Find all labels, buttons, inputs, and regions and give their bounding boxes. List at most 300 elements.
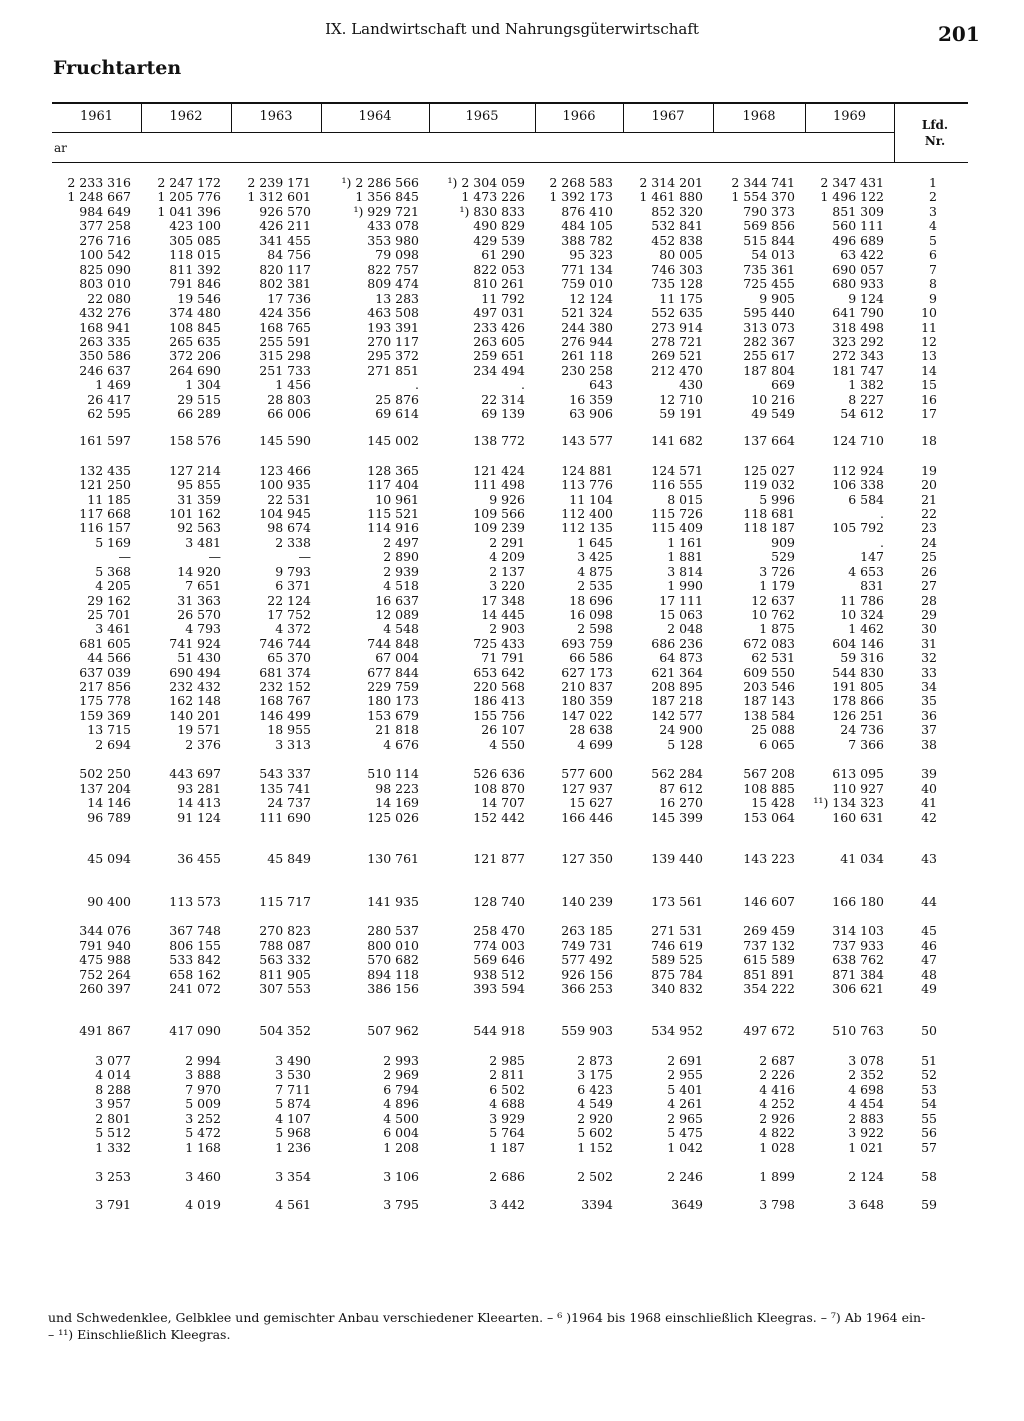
table-cell: 95 855 bbox=[177, 477, 221, 492]
table-cell: 510 763 bbox=[832, 1023, 884, 1038]
table-cell: 153 679 bbox=[367, 708, 419, 723]
table-cell: 108 845 bbox=[169, 320, 221, 335]
table-cell: 426 211 bbox=[259, 218, 311, 233]
table-cell: 105 792 bbox=[832, 520, 884, 535]
table-cell: 552 635 bbox=[651, 305, 703, 320]
table-cell: 771 134 bbox=[561, 262, 613, 277]
table-cell: 313 073 bbox=[743, 320, 795, 335]
table-cell: 424 356 bbox=[259, 305, 311, 320]
table-cell: 851 891 bbox=[743, 967, 795, 982]
table-cell: 109 239 bbox=[473, 520, 525, 535]
table-cell: 802 381 bbox=[259, 276, 311, 291]
table-cell: 272 343 bbox=[832, 348, 884, 363]
table-cell: 2 939 bbox=[383, 564, 419, 579]
table-cell: 155 756 bbox=[473, 708, 525, 723]
row-number: 43 bbox=[921, 851, 937, 866]
row-number: 20 bbox=[921, 477, 937, 492]
table-cell: 1 462 bbox=[848, 621, 884, 636]
table-cell: 111 498 bbox=[473, 477, 525, 492]
table-cell: 159 369 bbox=[79, 708, 131, 723]
table-cell: 59 191 bbox=[659, 406, 703, 421]
table-cell: 63 906 bbox=[569, 406, 613, 421]
row-number: 59 bbox=[921, 1197, 937, 1212]
table-cell: 9 124 bbox=[848, 291, 884, 306]
table-cell: 521 324 bbox=[561, 305, 613, 320]
table-cell: 24 737 bbox=[267, 795, 311, 810]
table-cell: 140 201 bbox=[169, 708, 221, 723]
table-cell: 26 107 bbox=[481, 722, 525, 737]
row-number: 31 bbox=[921, 636, 937, 651]
table-cell: 2 691 bbox=[667, 1053, 703, 1068]
table-cell: 117 668 bbox=[79, 506, 131, 521]
table-cell: 314 103 bbox=[832, 923, 884, 938]
table-cell: 1 236 bbox=[275, 1140, 311, 1155]
table-cell: 125 027 bbox=[743, 463, 795, 478]
table-cell: 563 332 bbox=[259, 952, 311, 967]
table-cell: 3 313 bbox=[275, 737, 311, 752]
table-cell: 10 961 bbox=[375, 492, 419, 507]
table-cell: 128 365 bbox=[367, 463, 419, 478]
row-number: 25 bbox=[921, 549, 937, 564]
table-cell: 161 597 bbox=[79, 433, 131, 448]
table-cell: 118 681 bbox=[743, 506, 795, 521]
table-cell: 532 841 bbox=[651, 218, 703, 233]
table-cell: 22 124 bbox=[267, 593, 311, 608]
table-cell: 111 690 bbox=[259, 810, 311, 825]
table-cell: 22 080 bbox=[87, 291, 131, 306]
table-cell: 820 117 bbox=[259, 262, 311, 277]
row-number: 42 bbox=[921, 810, 937, 825]
table-cell: 11 786 bbox=[840, 593, 884, 608]
table-cell: 62 595 bbox=[87, 406, 131, 421]
table-cell: 344 076 bbox=[79, 923, 131, 938]
table-cell: 1 205 776 bbox=[157, 189, 221, 204]
table-cell: 98 223 bbox=[375, 781, 419, 796]
table-cell: 116 555 bbox=[651, 477, 703, 492]
table-cell: 306 621 bbox=[832, 981, 884, 996]
table-cell: 752 264 bbox=[79, 967, 131, 982]
lfd-label-line2: Nr. bbox=[924, 134, 946, 148]
table-cell: 233 426 bbox=[473, 320, 525, 335]
table-cell: 452 838 bbox=[651, 233, 703, 248]
row-number: 14 bbox=[921, 363, 937, 378]
table-cell: 98 674 bbox=[267, 520, 311, 535]
row-number: 52 bbox=[921, 1067, 937, 1082]
table-cell: 4 019 bbox=[185, 1197, 221, 1212]
table-cell: 22 314 bbox=[481, 392, 525, 407]
table-cell: 2 801 bbox=[95, 1111, 131, 1126]
table-cell: 1 473 226 bbox=[461, 189, 525, 204]
table-cell: 168 941 bbox=[79, 320, 131, 335]
table-cell: 251 733 bbox=[259, 363, 311, 378]
table-cell: 3 078 bbox=[848, 1053, 884, 1068]
row-number: 21 bbox=[921, 492, 937, 507]
table-cell: 115 521 bbox=[367, 506, 419, 521]
table-cell: 4 014 bbox=[95, 1067, 131, 1082]
row-number: 19 bbox=[921, 463, 937, 478]
table-cell: 4 209 bbox=[489, 549, 525, 564]
table-cell: 569 856 bbox=[743, 218, 795, 233]
row-number: 45 bbox=[921, 923, 937, 938]
header-bottom-rule bbox=[52, 162, 968, 163]
table-cell: 246 637 bbox=[79, 363, 131, 378]
table-cell: 484 105 bbox=[561, 218, 613, 233]
table-cell: 269 459 bbox=[743, 923, 795, 938]
table-cell: 263 605 bbox=[473, 334, 525, 349]
table-cell: 5 996 bbox=[759, 492, 795, 507]
table-cell: 3 791 bbox=[95, 1197, 131, 1212]
table-cell: ¹) 830 833 bbox=[459, 204, 525, 219]
table-cell: 110 927 bbox=[832, 781, 884, 796]
table-cell: 543 337 bbox=[259, 766, 311, 781]
table-cell: 637 039 bbox=[79, 665, 131, 680]
table-cell: 658 162 bbox=[169, 967, 221, 982]
table-cell: 137 664 bbox=[743, 433, 795, 448]
row-number: 2 bbox=[929, 189, 937, 204]
table-cell: 108 870 bbox=[473, 781, 525, 796]
row-number: 5 bbox=[929, 233, 937, 248]
table-cell: 2 497 bbox=[383, 535, 419, 550]
row-number: 28 bbox=[921, 593, 937, 608]
table-cell: 265 635 bbox=[169, 334, 221, 349]
table-cell: 49 549 bbox=[751, 406, 795, 421]
table-cell: 725 433 bbox=[473, 636, 525, 651]
table-cell: 187 218 bbox=[651, 693, 703, 708]
table-cell: 104 945 bbox=[259, 506, 311, 521]
table-cell: 100 935 bbox=[259, 477, 311, 492]
lfd-label-line1: Lfd. bbox=[921, 118, 949, 132]
table-cell: 220 568 bbox=[473, 679, 525, 694]
table-cell: 124 571 bbox=[651, 463, 703, 478]
table-cell: 353 980 bbox=[367, 233, 419, 248]
table-cell: 2 985 bbox=[489, 1053, 525, 1068]
table-cell: 31 359 bbox=[177, 492, 221, 507]
table-cell: 641 790 bbox=[832, 305, 884, 320]
table-cell: 1 461 880 bbox=[639, 189, 703, 204]
table-cell: 141 935 bbox=[367, 894, 419, 909]
table-cell: 5 009 bbox=[185, 1096, 221, 1111]
table-cell: 6 502 bbox=[489, 1082, 525, 1097]
table-cell: 2 873 bbox=[577, 1053, 613, 1068]
table-cell: 28 803 bbox=[267, 392, 311, 407]
table-cell: 17 752 bbox=[267, 607, 311, 622]
table-cell: 621 364 bbox=[651, 665, 703, 680]
table-cell: 6 371 bbox=[275, 578, 311, 593]
table-cell: 430 bbox=[679, 377, 703, 392]
table-cell: 3 726 bbox=[759, 564, 795, 579]
table-cell: 127 350 bbox=[561, 851, 613, 866]
table-cell: 350 586 bbox=[79, 348, 131, 363]
table-cell: 926 156 bbox=[561, 967, 613, 982]
table-cell: 108 885 bbox=[743, 781, 795, 796]
table-cell: 259 651 bbox=[473, 348, 525, 363]
table-cell: ¹¹) 134 323 bbox=[813, 795, 884, 810]
table-cell: 18 955 bbox=[267, 722, 311, 737]
table-cell: 65 370 bbox=[267, 650, 311, 665]
table-cell: 1 041 396 bbox=[157, 204, 221, 219]
table-cell: 264 690 bbox=[169, 363, 221, 378]
table-cell: 3 175 bbox=[577, 1067, 613, 1082]
table-cell: 14 146 bbox=[87, 795, 131, 810]
table-cell: 1 554 370 bbox=[731, 189, 795, 204]
table-cell: 871 384 bbox=[832, 967, 884, 982]
table-cell: 429 539 bbox=[473, 233, 525, 248]
table-cell: 5 128 bbox=[667, 737, 703, 752]
section-title: Fruchtarten bbox=[53, 57, 182, 79]
table-cell: 2 686 bbox=[489, 1169, 525, 1184]
table-cell: 4 454 bbox=[848, 1096, 884, 1111]
table-cell: 2 137 bbox=[489, 564, 525, 579]
table-cell: 276 716 bbox=[79, 233, 131, 248]
table-cell: 24 900 bbox=[659, 722, 703, 737]
table-cell: 59 316 bbox=[840, 650, 884, 665]
table-cell: 210 837 bbox=[561, 679, 613, 694]
table-cell: 25 088 bbox=[751, 722, 795, 737]
table-cell: 276 944 bbox=[561, 334, 613, 349]
column-divider bbox=[894, 104, 895, 162]
table-cell: 80 005 bbox=[659, 247, 703, 262]
table-cell: 4 698 bbox=[848, 1082, 884, 1097]
table-cell: 17 348 bbox=[481, 593, 525, 608]
table-cell: 497 672 bbox=[743, 1023, 795, 1038]
table-cell: 13 715 bbox=[87, 722, 131, 737]
table-cell: 3 798 bbox=[759, 1197, 795, 1212]
row-number: 55 bbox=[921, 1111, 937, 1126]
table-cell: 497 031 bbox=[473, 305, 525, 320]
table-cell: 263 185 bbox=[561, 923, 613, 938]
row-number: 24 bbox=[921, 535, 937, 550]
table-cell: 423 100 bbox=[169, 218, 221, 233]
row-number: 17 bbox=[921, 406, 937, 421]
table-cell: 269 521 bbox=[651, 348, 703, 363]
table-cell: 54 612 bbox=[840, 406, 884, 421]
table-cell: 1 021 bbox=[848, 1140, 884, 1155]
table-cell: 463 508 bbox=[367, 305, 419, 320]
table-cell: 3 481 bbox=[185, 535, 221, 550]
table-cell: 278 721 bbox=[651, 334, 703, 349]
table-cell: 66 586 bbox=[569, 650, 613, 665]
table-cell: 106 338 bbox=[832, 477, 884, 492]
table-cell: 5 512 bbox=[95, 1125, 131, 1140]
table-cell: 559 903 bbox=[561, 1023, 613, 1038]
table-cell: 669 bbox=[771, 377, 795, 392]
table-cell: 142 577 bbox=[651, 708, 703, 723]
table-cell: 741 924 bbox=[169, 636, 221, 651]
table-cell: 6 004 bbox=[383, 1125, 419, 1140]
table-cell: 127 937 bbox=[561, 781, 613, 796]
row-number: 39 bbox=[921, 766, 937, 781]
table-cell: 3 490 bbox=[275, 1053, 311, 1068]
table-cell: 6 423 bbox=[577, 1082, 613, 1097]
table-cell: 315 298 bbox=[259, 348, 311, 363]
table-cell: 12 089 bbox=[375, 607, 419, 622]
table-cell: 4 372 bbox=[275, 621, 311, 636]
table-cell: 26 417 bbox=[87, 392, 131, 407]
table-cell: 41 034 bbox=[840, 851, 884, 866]
table-cell: 693 759 bbox=[561, 636, 613, 651]
table-cell: 3 795 bbox=[383, 1197, 419, 1212]
table-cell: 852 320 bbox=[651, 204, 703, 219]
table-cell: 112 135 bbox=[561, 520, 613, 535]
table-cell: 443 697 bbox=[169, 766, 221, 781]
table-cell: 2 314 201 bbox=[639, 175, 703, 190]
table-cell: 138 584 bbox=[743, 708, 795, 723]
row-number: 22 bbox=[921, 506, 937, 521]
table-cell: 4 688 bbox=[489, 1096, 525, 1111]
table-cell: 2 883 bbox=[848, 1111, 884, 1126]
table-cell: 173 561 bbox=[651, 894, 703, 909]
table-cell: 3 077 bbox=[95, 1053, 131, 1068]
row-number: 12 bbox=[921, 334, 937, 349]
table-cell: 2 247 172 bbox=[157, 175, 221, 190]
table-cell: 273 914 bbox=[651, 320, 703, 335]
table-cell: 270 823 bbox=[259, 923, 311, 938]
table-cell: 690 057 bbox=[832, 262, 884, 277]
table-cell: 10 762 bbox=[751, 607, 795, 622]
table-cell: 1 469 bbox=[95, 377, 131, 392]
table-cell: 295 372 bbox=[367, 348, 419, 363]
table-cell: 825 090 bbox=[79, 262, 131, 277]
table-cell: 255 617 bbox=[743, 348, 795, 363]
table-cell: 2 965 bbox=[667, 1111, 703, 1126]
table-cell: 432 276 bbox=[79, 305, 131, 320]
table-cell: 340 832 bbox=[651, 981, 703, 996]
table-cell: — bbox=[208, 549, 221, 564]
row-number: 6 bbox=[929, 247, 937, 262]
table-cell: 417 090 bbox=[169, 1023, 221, 1038]
table-cell: 64 873 bbox=[659, 650, 703, 665]
table-cell: 526 636 bbox=[473, 766, 525, 781]
table-cell: 258 470 bbox=[473, 923, 525, 938]
table-cell: 1 179 bbox=[759, 578, 795, 593]
table-cell: 3 888 bbox=[185, 1067, 221, 1082]
row-number: 23 bbox=[921, 520, 937, 535]
table-cell: 71 791 bbox=[481, 650, 525, 665]
table-cell: 25 876 bbox=[375, 392, 419, 407]
table-cell: 113 776 bbox=[561, 477, 613, 492]
table-cell: 737 933 bbox=[832, 938, 884, 953]
table-cell: 119 032 bbox=[743, 477, 795, 492]
table-cell: 1 208 bbox=[383, 1140, 419, 1155]
table-cell: 6 794 bbox=[383, 1082, 419, 1097]
table-cell: 806 155 bbox=[169, 938, 221, 953]
table-cell: 69 139 bbox=[481, 406, 525, 421]
table-cell: 158 576 bbox=[169, 433, 221, 448]
table-cell: 5 968 bbox=[275, 1125, 311, 1140]
table-cell: 203 546 bbox=[743, 679, 795, 694]
table-cell: 2 246 bbox=[667, 1169, 703, 1184]
table-cell: 638 762 bbox=[832, 952, 884, 967]
table-cell: 562 284 bbox=[651, 766, 703, 781]
table-cell: 3 253 bbox=[95, 1169, 131, 1184]
table-cell: 2 598 bbox=[577, 621, 613, 636]
table-cell: 90 400 bbox=[87, 894, 131, 909]
table-cell: 141 682 bbox=[651, 433, 703, 448]
table-cell: 5 602 bbox=[577, 1125, 613, 1140]
table-cell: 271 531 bbox=[651, 923, 703, 938]
table-cell: 577 492 bbox=[561, 952, 613, 967]
table-cell: 2 376 bbox=[185, 737, 221, 752]
table-cell: 393 594 bbox=[473, 981, 525, 996]
table-cell: 604 146 bbox=[832, 636, 884, 651]
table-cell: 125 026 bbox=[367, 810, 419, 825]
table-cell: 507 962 bbox=[367, 1023, 419, 1038]
table-cell: 800 010 bbox=[367, 938, 419, 953]
table-cell: 12 710 bbox=[659, 392, 703, 407]
table-cell: 577 600 bbox=[561, 766, 613, 781]
table-cell: 3 530 bbox=[275, 1067, 311, 1082]
table-cell: 735 361 bbox=[743, 262, 795, 277]
table-cell: 234 494 bbox=[473, 363, 525, 378]
table-cell: 305 085 bbox=[169, 233, 221, 248]
table-cell: 1 161 bbox=[667, 535, 703, 550]
table-cell: 4 875 bbox=[577, 564, 613, 579]
table-cell: 166 180 bbox=[832, 894, 884, 909]
table-cell: 2 535 bbox=[577, 578, 613, 593]
table-cell: 569 646 bbox=[473, 952, 525, 967]
table-cell: 229 759 bbox=[367, 679, 419, 694]
table-cell: 270 117 bbox=[367, 334, 419, 349]
table-cell: 130 761 bbox=[367, 851, 419, 866]
table-cell: 5 874 bbox=[275, 1096, 311, 1111]
table-cell: 544 918 bbox=[473, 1023, 525, 1038]
table-cell: 2 993 bbox=[383, 1053, 419, 1068]
table-cell: 9 926 bbox=[489, 492, 525, 507]
table-cell: 1 382 bbox=[848, 377, 884, 392]
table-cell: 186 413 bbox=[473, 693, 525, 708]
table-cell: 14 920 bbox=[177, 564, 221, 579]
table-cell: 178 866 bbox=[832, 693, 884, 708]
table-cell: 22 531 bbox=[267, 492, 311, 507]
page-number: 201 bbox=[938, 22, 980, 46]
table-cell: 261 118 bbox=[561, 348, 613, 363]
year-header: 1969 bbox=[832, 109, 867, 124]
table-cell: 938 512 bbox=[473, 967, 525, 982]
table-cell: 570 682 bbox=[367, 952, 419, 967]
table-cell: 127 214 bbox=[169, 463, 221, 478]
table-cell: 1 042 bbox=[667, 1140, 703, 1155]
header-divider-rule bbox=[52, 132, 894, 133]
table-cell: 1 187 bbox=[489, 1140, 525, 1155]
table-cell: 2 955 bbox=[667, 1067, 703, 1082]
table-cell: 121 877 bbox=[473, 851, 525, 866]
row-number: 44 bbox=[921, 894, 937, 909]
year-header: 1963 bbox=[259, 109, 293, 124]
table-cell: 681 374 bbox=[259, 665, 311, 680]
table-cell: 191 805 bbox=[832, 679, 884, 694]
year-header: 1961 bbox=[79, 109, 114, 124]
row-number: 8 bbox=[929, 276, 937, 291]
table-cell: 735 128 bbox=[651, 276, 703, 291]
table-cell: 66 289 bbox=[177, 406, 221, 421]
year-header: 1967 bbox=[651, 109, 685, 124]
table-cell: 19 571 bbox=[177, 722, 221, 737]
row-number: 37 bbox=[921, 722, 937, 737]
table-cell: 323 292 bbox=[832, 334, 884, 349]
table-cell: 7 711 bbox=[275, 1082, 311, 1097]
table-cell: 790 373 bbox=[743, 204, 795, 219]
table-cell: 1 332 bbox=[95, 1140, 131, 1155]
table-cell: . bbox=[415, 377, 419, 392]
table-cell: 653 642 bbox=[473, 665, 525, 680]
table-cell: 28 638 bbox=[569, 722, 613, 737]
table-cell: 66 006 bbox=[267, 406, 311, 421]
table-cell: 5 169 bbox=[95, 535, 131, 550]
table-cell: 534 952 bbox=[651, 1023, 703, 1038]
table-cell: 2 344 741 bbox=[731, 175, 795, 190]
table-cell: 11 175 bbox=[659, 291, 703, 306]
table-cell: 746 619 bbox=[651, 938, 703, 953]
